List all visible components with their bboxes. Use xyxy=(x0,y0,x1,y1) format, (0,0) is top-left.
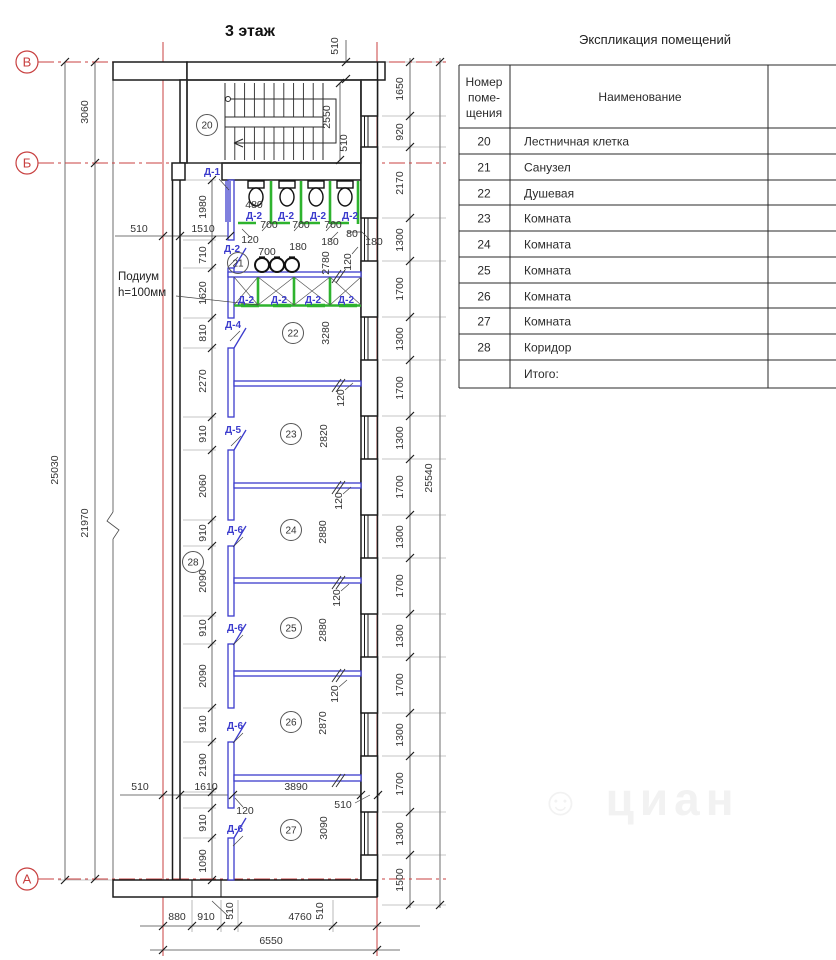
left-outer-wall xyxy=(173,180,181,880)
dim-label: 1700 xyxy=(394,277,406,301)
dim-label: 910 xyxy=(197,619,209,637)
dim-label: 510 xyxy=(131,781,149,793)
dim-label: 1300 xyxy=(394,624,406,648)
dim-label: 3090 xyxy=(318,816,330,840)
dim-label: 910 xyxy=(197,425,209,443)
table-cell-number: 23 xyxy=(477,211,491,226)
door-label: Д-6 xyxy=(226,623,244,634)
table-title: Экспликация помещений xyxy=(578,32,732,47)
door-label: Д-5 xyxy=(224,425,242,436)
dim-label: 180 xyxy=(321,236,339,248)
dim-label: 710 xyxy=(197,246,209,264)
dim-label: 2820 xyxy=(318,424,330,448)
podium-note-line1: Подиум xyxy=(118,271,160,283)
dim-label: 910 xyxy=(197,814,209,832)
door-label: Д-6 xyxy=(226,824,244,835)
room-number: 28 xyxy=(187,557,199,569)
break-marks xyxy=(332,270,345,787)
dim-label: 1300 xyxy=(394,327,406,351)
table-column-borders xyxy=(459,65,768,388)
toilet xyxy=(308,181,324,206)
table-row-borders xyxy=(459,65,836,388)
dim-label: 120 xyxy=(333,492,345,510)
corridor-wall-segment xyxy=(228,348,234,417)
dim-label: 700 xyxy=(258,246,276,258)
corridor-wall-segment xyxy=(228,450,234,520)
dim-label: 120 xyxy=(342,253,354,271)
stair xyxy=(187,80,361,163)
podium-note-line2: h=100мм xyxy=(118,287,167,299)
table-cell-number: 28 xyxy=(477,340,491,355)
axis-marker-label: Б xyxy=(22,155,32,171)
bottom-door-gap xyxy=(192,882,221,896)
dim-label: 2550 xyxy=(321,105,333,129)
dim-label: 510 xyxy=(329,37,341,55)
dim-label: 910 xyxy=(197,715,209,733)
dim-label: 1300 xyxy=(394,723,406,747)
right-wall-piers xyxy=(361,80,378,880)
room-number: 21 xyxy=(232,258,244,270)
watermark-text: циан xyxy=(605,773,740,825)
wall-b-band-left xyxy=(172,163,185,180)
dim-label: 120 xyxy=(241,234,259,246)
corridor-wall-segment xyxy=(228,838,234,880)
table-header-name: Наименование xyxy=(598,90,682,104)
dim-label: 180 xyxy=(365,236,383,248)
dim-label: 1980 xyxy=(197,195,209,219)
door-label: Д-2 xyxy=(277,211,295,222)
dim-label: 510 xyxy=(334,799,352,811)
dim-label: 1650 xyxy=(394,77,406,101)
door-label: Д-1 xyxy=(203,167,221,178)
dim-label: 1300 xyxy=(394,822,406,846)
dim-label: 910 xyxy=(197,524,209,542)
dim-label: 2190 xyxy=(197,753,209,777)
table-cell-number: 21 xyxy=(477,160,491,175)
dim-label: 2880 xyxy=(317,520,329,544)
table-cell-number: 26 xyxy=(477,289,491,304)
table-cell-name: Санузел xyxy=(524,160,571,175)
dim-label: 480 xyxy=(245,199,263,211)
dim-label: 880 xyxy=(168,911,186,923)
washbasins xyxy=(255,257,299,272)
door-label: Д-2 xyxy=(341,211,359,222)
dim-label: 700 xyxy=(292,219,310,231)
dim-label: 700 xyxy=(260,219,278,231)
door-label: Д-2 xyxy=(309,211,327,222)
dim-label: 1300 xyxy=(394,525,406,549)
room-number: 26 xyxy=(285,717,297,729)
dim-label: 2270 xyxy=(197,369,209,393)
dim-label: 510 xyxy=(338,134,350,152)
door-label: Д-2 xyxy=(304,295,322,306)
toilet xyxy=(279,181,295,206)
door-leaves xyxy=(234,248,246,838)
door-label: Д-2 xyxy=(337,295,355,306)
table-cell-name: Комната xyxy=(524,211,571,226)
dim-label: 21970 xyxy=(79,508,91,538)
dim-label: 120 xyxy=(329,685,341,703)
dim-label: 1300 xyxy=(394,426,406,450)
dim-label: 1500 xyxy=(394,868,406,892)
dim-label: 80 xyxy=(346,228,358,240)
dim-label: 2090 xyxy=(197,569,209,593)
stair-treads xyxy=(225,83,323,160)
dim-label: 2880 xyxy=(317,618,329,642)
page-title: 3 этаж xyxy=(224,23,276,40)
room-number: 22 xyxy=(287,328,299,340)
dim-label: 1700 xyxy=(394,376,406,400)
dim-label: 2780 xyxy=(320,251,332,275)
corridor-wall-segment xyxy=(228,644,234,708)
corridor-wall-segment xyxy=(228,742,234,808)
dim-label: 1700 xyxy=(394,475,406,499)
dim-label: 3280 xyxy=(320,321,332,345)
dim-label: 1510 xyxy=(191,223,215,235)
dim-label: 6550 xyxy=(259,935,283,947)
dim-label: 1300 xyxy=(394,228,406,252)
table-total-label: Итого: xyxy=(524,367,559,381)
dim-label: 910 xyxy=(197,911,215,923)
table-cell-name: Душевая xyxy=(524,186,575,201)
dim-label: 4760 xyxy=(288,911,312,923)
toilet xyxy=(337,181,353,206)
door-label: Д-2 xyxy=(270,295,288,306)
dim-label: 120 xyxy=(236,805,254,817)
door-label: Д-6 xyxy=(226,721,244,732)
dim-label: 120 xyxy=(331,589,343,607)
dim-label: 2170 xyxy=(394,171,406,195)
corridor-wall-segment xyxy=(228,546,234,616)
table-cell-number: 22 xyxy=(477,186,491,201)
table-cell-name: Коридор xyxy=(524,340,572,355)
door-label: Д-6 xyxy=(226,525,244,536)
dim-label: 1700 xyxy=(394,574,406,598)
axis-marker-label: А xyxy=(22,871,32,887)
dim-label: 180 xyxy=(289,241,307,253)
stair-left-wall xyxy=(180,80,187,163)
dim-label: 25030 xyxy=(49,455,61,485)
dim-label: 700 xyxy=(324,219,342,231)
room-number: 27 xyxy=(285,825,297,837)
axis-markers xyxy=(16,51,38,890)
door-label: Д-2 xyxy=(223,244,241,255)
table-header-line: Номер xyxy=(465,75,503,89)
table-cell-number: 25 xyxy=(477,263,491,278)
room-number: 25 xyxy=(285,623,297,635)
porch-top xyxy=(113,62,187,80)
dim-label: 1610 xyxy=(194,781,218,793)
dim-label: 510 xyxy=(130,223,148,235)
door-label: Д-2 xyxy=(245,211,263,222)
dim-label: 1700 xyxy=(394,772,406,796)
table-rows xyxy=(466,75,630,355)
dim-label: 1700 xyxy=(394,673,406,697)
dim-label: 3060 xyxy=(79,100,91,124)
table-header-line: поме- xyxy=(467,90,501,105)
corridor-wall-segment xyxy=(228,180,234,240)
table-cell-name: Комната xyxy=(524,263,571,278)
door-label: Д-2 xyxy=(237,295,255,306)
watermark-person-icon: ☺ xyxy=(540,780,587,824)
dim-label: 25540 xyxy=(423,463,435,493)
table-cell-name: Лестничная клетка xyxy=(524,134,630,149)
dim-label: 920 xyxy=(394,123,406,141)
wall-bottom-band xyxy=(113,880,377,897)
room-number: 24 xyxy=(285,525,297,537)
dim-label: 510 xyxy=(314,902,326,920)
stair-arrow-start xyxy=(226,97,231,102)
room-number: 20 xyxy=(201,120,213,132)
dim-label: 3890 xyxy=(284,781,308,793)
dim-label: 2090 xyxy=(197,664,209,688)
dim-label: 510 xyxy=(224,902,236,920)
dim-label: 120 xyxy=(335,389,347,407)
table-cell-number: 20 xyxy=(477,134,491,149)
wall-b-band-right xyxy=(222,163,361,180)
table-cell-number: 27 xyxy=(477,314,491,329)
dim-label: 2060 xyxy=(197,474,209,498)
dim-label: 810 xyxy=(197,324,209,342)
table-cell-number: 24 xyxy=(477,237,491,252)
dim-label: 1620 xyxy=(197,281,209,305)
door-label: Д-4 xyxy=(224,320,242,331)
table-cell-name: Комната xyxy=(524,289,571,304)
table-cell-name: Комната xyxy=(524,314,571,329)
dim-label: 2870 xyxy=(317,711,329,735)
dim-label: 1090 xyxy=(197,849,209,873)
wall-top-band xyxy=(187,62,385,80)
axis-marker-label: В xyxy=(22,54,32,70)
room-number: 23 xyxy=(285,429,297,441)
table-cell-name: Комната xyxy=(524,237,571,252)
table-header-line: щения xyxy=(465,106,503,120)
explication-table xyxy=(459,65,836,388)
